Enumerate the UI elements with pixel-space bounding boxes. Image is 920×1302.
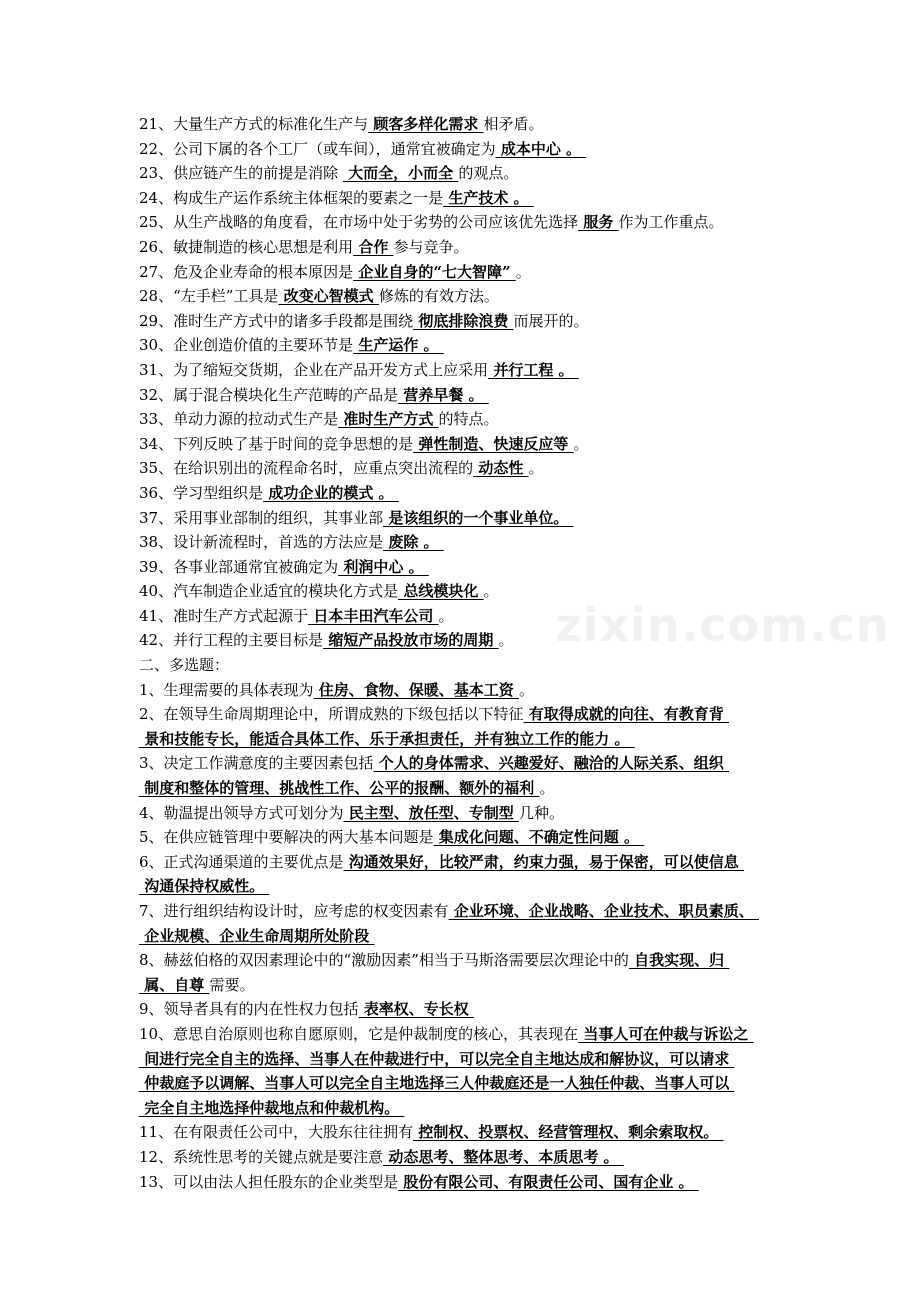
- question-suffix: 。: [483, 582, 499, 601]
- question-item: [139, 801, 789, 826]
- question-line: [139, 973, 789, 998]
- question-item: [139, 702, 789, 751]
- question-item: [139, 1120, 789, 1145]
- answer-text: 企业自身的“七大智障”: [353, 262, 516, 281]
- question-line: [139, 1145, 789, 1170]
- watermark-text: zixin.com.cn: [555, 598, 890, 652]
- answer-text: 股份有限公司、有限责任公司、国有企业 。: [398, 1172, 699, 1191]
- answer-text: 成功企业的模式 。: [263, 483, 399, 502]
- answer-text: 仲裁庭予以调解、当事人可以完全自主地选择三人仲裁庭还是一人独任仲裁、当事人可以: [139, 1074, 735, 1093]
- question-text: 30、企业创造价值的主要环节是: [139, 336, 354, 355]
- question-item: [139, 1145, 789, 1170]
- answer-text: 生产运作 。: [353, 336, 444, 355]
- question-text: 42、并行工程的主要目标是: [139, 631, 324, 650]
- answer-text: 是该组织的一个事业单位。: [383, 508, 574, 527]
- answer-text: 准时生产方式: [338, 410, 439, 429]
- question-text: 13、可以由法人担任股东的企业类型是: [139, 1172, 399, 1191]
- question-text: 32、属于混合模块化生产范畴的产品是: [139, 385, 399, 404]
- multiple-choice-list: [139, 678, 789, 1194]
- question-text: 33、单动力源的拉动式生产是: [139, 410, 339, 429]
- question-text: 38、设计新流程时，首选的方法应是: [139, 533, 384, 552]
- answer-text: 沟通效果好，比较严肃，约束力强，易于保密，可以使信息: [343, 852, 744, 871]
- question-suffix: 的观点。: [458, 164, 519, 183]
- answer-text: 沟通保持权威性。: [139, 877, 270, 896]
- answer-text: 制度和整体的管理、挑战性工作、公平的报酬、额外的福利: [139, 779, 540, 798]
- answer-text: 日本丰田汽车公司: [308, 606, 439, 625]
- fill-in-blank-list: [139, 112, 789, 653]
- question-line: [139, 702, 789, 727]
- question-item: [139, 751, 789, 800]
- question-line: [139, 555, 789, 580]
- answer-text: 并行工程 。: [488, 360, 579, 379]
- question-text: 23、供应链产生的前提是消除: [139, 164, 343, 183]
- question-line: [139, 333, 789, 358]
- question-text: 6、正式沟通渠道的主要优点是: [139, 852, 344, 871]
- question-text: 34、下列反映了基于时间的竞争思想的是: [139, 434, 414, 453]
- answer-text: 当事人可在仲裁与诉讼之: [578, 1024, 754, 1043]
- answer-text: 弹性制造、快速反应等: [413, 434, 574, 453]
- question-text: 40、汽车制造企业适宜的模块化方式是: [139, 582, 399, 601]
- question-text: 27、危及企业寿命的根本原因是: [139, 262, 354, 281]
- question-text: 4、勒温提出领导方式可划分为: [139, 803, 344, 822]
- question-item: [139, 1170, 789, 1195]
- answer-text: 服务: [578, 213, 619, 232]
- question-suffix: 。: [438, 606, 454, 625]
- question-line: [139, 235, 789, 260]
- answer-text: 民主型、放任型、专制型: [343, 803, 519, 822]
- question-line: [139, 604, 789, 629]
- answer-text: 成本中心 。: [495, 139, 587, 158]
- answer-text: 住房、食物、保暖、基本工资: [313, 680, 519, 699]
- question-suffix: 。: [528, 459, 544, 478]
- question-text: 24、构成生产运作系统主体框架的要素之一是: [139, 188, 444, 207]
- question-text: 39、各事业部通常宜被确定为: [139, 557, 339, 576]
- question-line: [139, 948, 789, 973]
- question-line: [139, 850, 789, 875]
- answer-text: 个人的身体需求、兴趣爱好、融洽的人际关系、组织: [373, 754, 729, 773]
- question-suffix: 而展开的。: [513, 311, 589, 330]
- question-line: [139, 530, 789, 555]
- question-item: [139, 997, 789, 1022]
- question-line: [139, 358, 789, 383]
- question-suffix: 修炼的有效方法。: [378, 287, 499, 306]
- answer-text: 彻底排除浪费: [413, 311, 514, 330]
- question-line: [139, 456, 789, 481]
- question-suffix: 。: [515, 262, 531, 281]
- question-text: 10、意思自治原则也称自愿原则，它是仲裁制度的核心，其表现在: [139, 1024, 579, 1043]
- question-text: 5、在供应链管理中要解决的两大基本问题是: [139, 828, 434, 847]
- question-text: 28、“左手栏”工具是: [139, 287, 279, 306]
- answer-text: 属、自尊: [139, 975, 210, 994]
- question-item: [139, 678, 789, 703]
- question-line: [139, 1022, 789, 1047]
- question-item: [139, 825, 789, 850]
- question-line: [139, 260, 789, 285]
- answer-text: 动态思考、整体思考、本质思考 。: [383, 1147, 624, 1166]
- question-line: [139, 997, 789, 1022]
- question-text: 7、进行组织结构设计时，应考虑的权变因素有: [139, 902, 449, 920]
- question-suffix: 。: [498, 631, 514, 650]
- answer-text: 合作: [353, 237, 394, 256]
- answer-text: 利润中心 。: [338, 557, 429, 576]
- question-line: [139, 751, 789, 776]
- answer-text: 间进行完全自主的选择、当事人在仲裁进行中，可以完全自主地达成和解协议，可以请求: [139, 1049, 735, 1068]
- question-line: [139, 1071, 789, 1096]
- question-line: [139, 1096, 789, 1121]
- section-title-multiple-choice: 二、多选题：: [139, 656, 230, 675]
- question-line: [139, 801, 789, 826]
- question-suffix: 。: [573, 434, 589, 453]
- question-line: [139, 924, 789, 949]
- question-line: [139, 407, 789, 432]
- question-suffix: 需要。: [209, 975, 255, 994]
- question-text: 41、准时生产方式起源于: [139, 606, 309, 625]
- question-text: 37、采用事业部制的组织，其事业部: [139, 508, 384, 527]
- answer-text: 景和技能专长，能适合具体工作、乐于承担责任，并有独立工作的能力 。: [139, 729, 635, 748]
- question-text: 22、公司下属的各个工厂（或车间），通常宜被确定为: [139, 139, 496, 158]
- question-line: [139, 1170, 789, 1195]
- question-text: 9、领导者具有的内在性权力包括: [139, 1000, 359, 1019]
- answer-text: 废除 。: [383, 533, 444, 552]
- question-text: 36、学习型组织是: [139, 483, 264, 502]
- answer-text: 营养早餐 。: [398, 385, 489, 404]
- question-line: [139, 1120, 789, 1145]
- question-suffix: 的特点。: [438, 410, 499, 429]
- answer-text: 总线模块化: [398, 582, 484, 601]
- question-line: [139, 776, 789, 801]
- question-line: [139, 383, 789, 408]
- question-line: [139, 899, 789, 924]
- question-text: 1、生理需要的具体表现为: [139, 680, 314, 699]
- question-text: 11、在有限责任公司中，大股东往往拥有: [139, 1123, 414, 1142]
- question-line: [139, 481, 789, 506]
- answer-text: 控制权、投票权、经营管理权、剩余索取权。: [413, 1123, 724, 1142]
- question-text: 25、从生产战略的角度看，在市场中处于劣势的公司应该优先选择: [139, 213, 579, 232]
- question-suffix: 。: [539, 779, 555, 798]
- question-text: 31、为了缩短交货期，企业在产品开发方式上应采用: [139, 360, 489, 379]
- question-item: [139, 899, 789, 948]
- answer-text: 表率权、专长权: [358, 1000, 474, 1019]
- question-line: [139, 309, 789, 334]
- question-line: [139, 506, 789, 531]
- answer-text: 企业规模、企业生命周期所处阶段: [139, 926, 375, 945]
- question-line: [139, 678, 789, 703]
- question-text: 8、赫兹伯格的双因素理论中的“激励因素”相当于马斯洛需要层次理论中的: [139, 951, 629, 970]
- question-line: [139, 432, 789, 457]
- answer-text: 改变心智模式: [278, 287, 379, 306]
- question-text: 3、决定工作满意度的主要因素包括: [139, 754, 374, 773]
- answer-text: 有取得成就的向往、有教育背: [523, 705, 729, 724]
- question-item: [139, 1022, 789, 1120]
- answer-text: 生产技术 。: [443, 188, 534, 207]
- question-line: [139, 825, 789, 850]
- question-line: [139, 1047, 789, 1072]
- answer-text: 企业环境、企业战略、企业技术、职员素质、: [448, 902, 759, 920]
- question-item: [139, 948, 789, 997]
- answer-text: 动态性: [473, 459, 529, 478]
- question-text: 26、敏捷制造的核心思想是利用: [139, 237, 354, 256]
- document-content: [139, 112, 890, 1194]
- question-suffix: 相矛盾。: [483, 115, 544, 133]
- answer-text: 自我实现、归: [628, 951, 730, 970]
- question-line: [139, 874, 789, 899]
- question-text: 29、准时生产方式中的诸多手段都是围绕: [139, 311, 414, 330]
- answer-text: 完全自主地选择仲裁地点和仲裁机构。: [139, 1098, 405, 1117]
- question-line: [139, 186, 789, 211]
- question-text: 12、系统性思考的关键点就是要注意: [139, 1147, 384, 1166]
- question-line: [139, 579, 789, 604]
- question-text: 35、在给识别出的流程命名时，应重点突出流程的: [139, 459, 474, 478]
- question-text: 21、大量生产方式的标准化生产与: [139, 115, 369, 133]
- question-suffix: 参与竞争。: [393, 237, 469, 256]
- question-line: [139, 137, 789, 162]
- question-line: [139, 210, 789, 235]
- answer-text: 顾客多样化需求: [368, 115, 484, 133]
- question-line: [139, 628, 789, 653]
- question-suffix: 作为工作重点。: [618, 213, 724, 232]
- answer-text: 集成化问题、不确定性问题 。: [433, 828, 645, 847]
- question-line: [139, 112, 789, 137]
- question-item: [139, 850, 789, 899]
- question-line: [139, 727, 789, 752]
- question-line: [139, 284, 789, 309]
- question-suffix: 。: [519, 680, 535, 699]
- question-line: [139, 161, 789, 186]
- question-text: 2、在领导生命周期理论中，所谓成熟的下级包括以下特征: [139, 705, 524, 724]
- question-suffix: 几种。: [519, 803, 565, 822]
- answer-text: 缩短产品投放市场的周期: [323, 631, 499, 650]
- answer-text: 大而全，小而全: [342, 164, 459, 183]
